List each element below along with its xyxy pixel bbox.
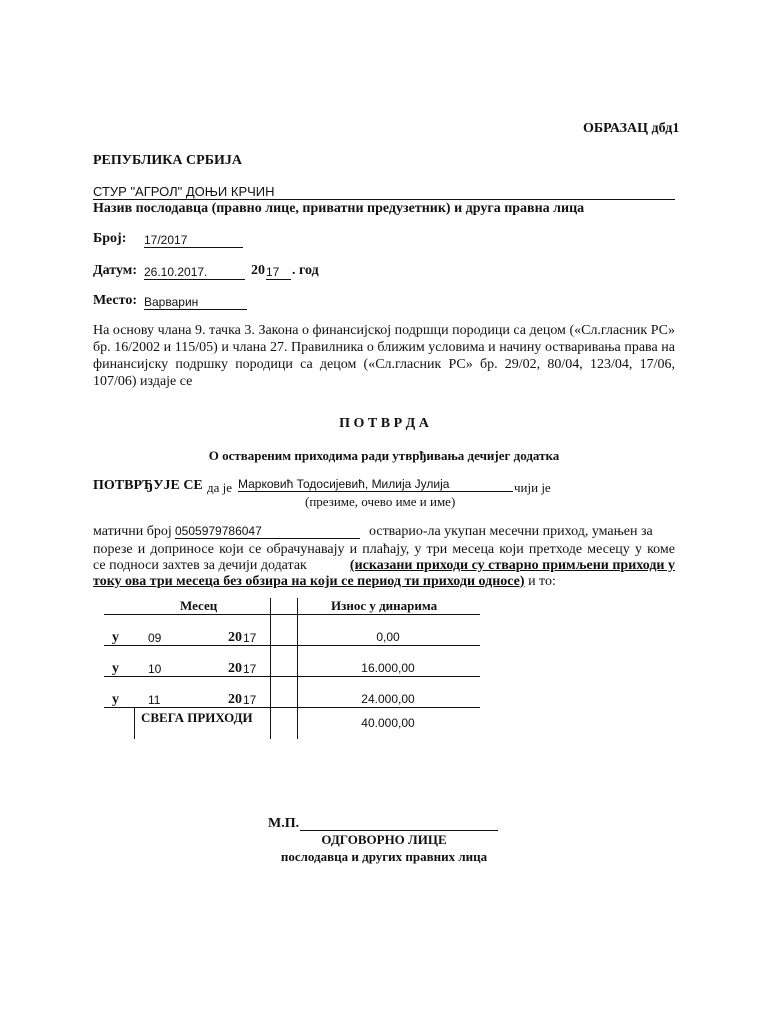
confirm-lead: ПОТВРЂУЈЕ СЕ <box>93 478 203 493</box>
row-year: 17 <box>243 662 270 677</box>
row-prefix: у <box>112 630 119 645</box>
row-year-prefix: 20 <box>228 661 242 676</box>
table-vline-2 <box>297 598 298 739</box>
place-label: Место: <box>93 293 137 308</box>
row-month: 11 <box>148 693 218 708</box>
income-line-3 <box>93 558 675 574</box>
table-vline-1 <box>270 598 271 739</box>
income-line-2: порезе и доприносе који се обрачунавају и плаћају, у три месеца који претходе месецу у коме <box>93 542 675 557</box>
confirm-whose: чији је <box>514 480 551 495</box>
col-amount-header: Износ у динарима <box>331 598 438 613</box>
employer-name: СТУР "АГРОЛ" ДОЊИ КРЧИН <box>93 184 275 199</box>
row-prefix: у <box>112 661 119 676</box>
col-month-header: Месец <box>180 598 218 613</box>
row-year-prefix: 20 <box>228 630 242 645</box>
document-subtitle: О оствареним приходима ради утврђивања дечијег додатка <box>208 448 560 463</box>
row-prefix: у <box>112 692 119 707</box>
jmbg-label: матични број <box>93 524 172 539</box>
person-name: Марковић Тодосијевић, Милија Јулија <box>238 477 513 492</box>
responsible-person-sub: послодавца и других правних лица <box>280 849 488 864</box>
place-value: Варварин <box>144 295 247 310</box>
table-vline-3 <box>134 708 135 739</box>
row-year: 17 <box>243 631 270 646</box>
date-value: 26.10.2017. <box>144 265 245 280</box>
person-name-caption: (презиме, очево име и име) <box>305 494 456 509</box>
employer-name-line <box>93 199 675 200</box>
total-value: 40.000,00 <box>361 716 415 730</box>
signature-line <box>300 830 498 831</box>
form-code: ОБРАЗАЦ дбд1 <box>583 121 680 136</box>
responsible-person: ОДГОВОРНО ЛИЦЕ <box>321 832 447 847</box>
year-suffix: . год <box>292 263 319 278</box>
year-value: 17 <box>266 265 291 280</box>
row-year: 17 <box>243 693 270 708</box>
income-line-3-plain: се подноси захтев за дечији додатак <box>93 558 307 573</box>
number-label: Број: <box>93 231 127 246</box>
income-line-4-tail: и то: <box>528 574 556 589</box>
number-value: 17/2017 <box>144 233 243 248</box>
table-hline-header <box>104 614 480 615</box>
date-label: Датум: <box>93 263 137 278</box>
document-title: П О Т В Р Д А <box>339 416 429 431</box>
income-line-3-bold: (исказани приходи су стварно примљени приходи у <box>349 558 675 573</box>
employer-caption: Назив послодавца (правно лице, приватни предузетник) и друга правна лица <box>93 201 585 216</box>
total-label: СВЕГА ПРИХОДИ <box>141 710 253 725</box>
year-prefix: 20 <box>251 263 265 278</box>
jmbg-value: 0505979786047 <box>175 524 360 539</box>
row-amount: 0,00 <box>376 630 400 644</box>
income-line-4 <box>93 574 556 590</box>
row-year-prefix: 20 <box>228 692 242 707</box>
legal-basis-paragraph: На основу члана 9. тачка 3. Закона о финансијској подршци породици са децом («Сл.гласник РС» бр. 16/2002 и 115/05) и члана 27. Правилника о ближим условима и начину остваривања права на финансијску подршку породици са децом («Сл.гласник РС» бр. 29/02, 80/04, 123/04, 17/06, 107/06) издаје се <box>93 323 675 389</box>
stamp-label: М.П. <box>268 816 300 831</box>
confirm-da-je: да је <box>207 480 233 495</box>
row-month: 10 <box>148 662 218 677</box>
income-line-1: остварио-ла укупан месечни приход, умањен за <box>369 524 653 539</box>
row-month: 09 <box>148 631 218 646</box>
row-amount: 24.000,00 <box>361 692 415 706</box>
country-heading: РЕПУБЛИКА СРБИЈА <box>93 153 242 168</box>
row-amount: 16.000,00 <box>361 661 415 675</box>
income-line-4-bold: току ова три месеца без обзира на који се период ти приходи односе) <box>93 574 525 589</box>
